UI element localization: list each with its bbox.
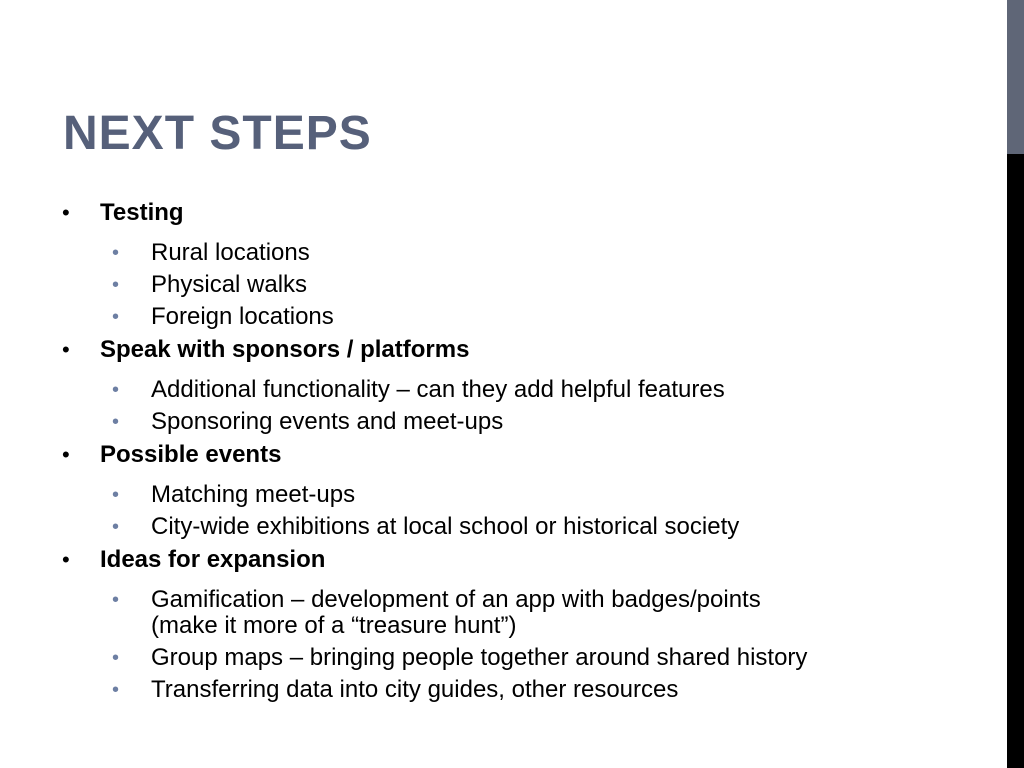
slide-title: NEXT STEPS: [63, 107, 372, 160]
section-testing: [60, 196, 990, 333]
section-heading-text: Testing: [100, 199, 184, 226]
list-item-text: City-wide exhibitions at local school or historical society: [151, 513, 740, 540]
list-item: [60, 479, 990, 511]
list-item: [60, 374, 990, 406]
list-item-text: Group maps – bringing people together around shared history: [151, 644, 808, 671]
list-item: [60, 301, 990, 333]
sub-bullet-icon: •: [112, 306, 120, 328]
bullet-list: [60, 196, 990, 706]
section-heading: [60, 543, 990, 576]
section-heading-text: Speak with sponsors / platforms: [100, 336, 470, 363]
list-item-text: Additional functionality – can they add helpful features: [151, 376, 725, 403]
list-item: [60, 584, 821, 642]
sub-bullet-icon: •: [112, 647, 120, 669]
list-item: [60, 642, 990, 674]
section-heading: [60, 196, 990, 229]
sub-bullet-icon: •: [112, 274, 120, 296]
section-sponsors: [60, 333, 990, 438]
list-item: [60, 237, 990, 269]
list-item-text: Matching meet-ups: [151, 481, 356, 508]
list-item-text: Sponsoring events and meet-ups: [151, 408, 504, 435]
section-heading-text: Ideas for expansion: [100, 546, 326, 573]
bullet-icon: •: [62, 442, 70, 467]
section-heading: [60, 333, 990, 366]
sub-bullet-icon: •: [112, 679, 120, 701]
list-item: [60, 674, 990, 706]
bullet-icon: •: [62, 200, 70, 225]
list-item-text: Physical walks: [151, 271, 308, 298]
list-item: [60, 406, 990, 438]
section-heading: [60, 438, 990, 471]
sub-bullet-icon: •: [112, 411, 120, 433]
list-item-text: Gamification – development of an app with badges/points (make it more of a “treasure hunt”): [151, 586, 761, 639]
section-expansion: [60, 543, 990, 706]
sub-bullet-icon: •: [112, 589, 120, 611]
list-item: [60, 269, 990, 301]
list-item-text: Rural locations: [151, 239, 310, 266]
sub-list: [60, 584, 990, 706]
side-accent-bar-bottom: [1007, 154, 1024, 768]
bullet-icon: •: [62, 547, 70, 572]
sub-bullet-icon: •: [112, 484, 120, 506]
sub-bullet-icon: •: [112, 516, 120, 538]
sub-list: [60, 479, 990, 543]
side-accent-bar-top: [1007, 0, 1024, 154]
section-events: [60, 438, 990, 543]
bullet-icon: •: [62, 337, 70, 362]
sub-bullet-icon: •: [112, 242, 120, 264]
list-item-text: Transferring data into city guides, other resources: [151, 676, 679, 703]
section-heading-text: Possible events: [100, 441, 282, 468]
list-item: [60, 511, 990, 543]
sub-bullet-icon: •: [112, 379, 120, 401]
sub-list: [60, 374, 990, 438]
sub-list: [60, 237, 990, 333]
list-item-text: Foreign locations: [151, 303, 334, 330]
